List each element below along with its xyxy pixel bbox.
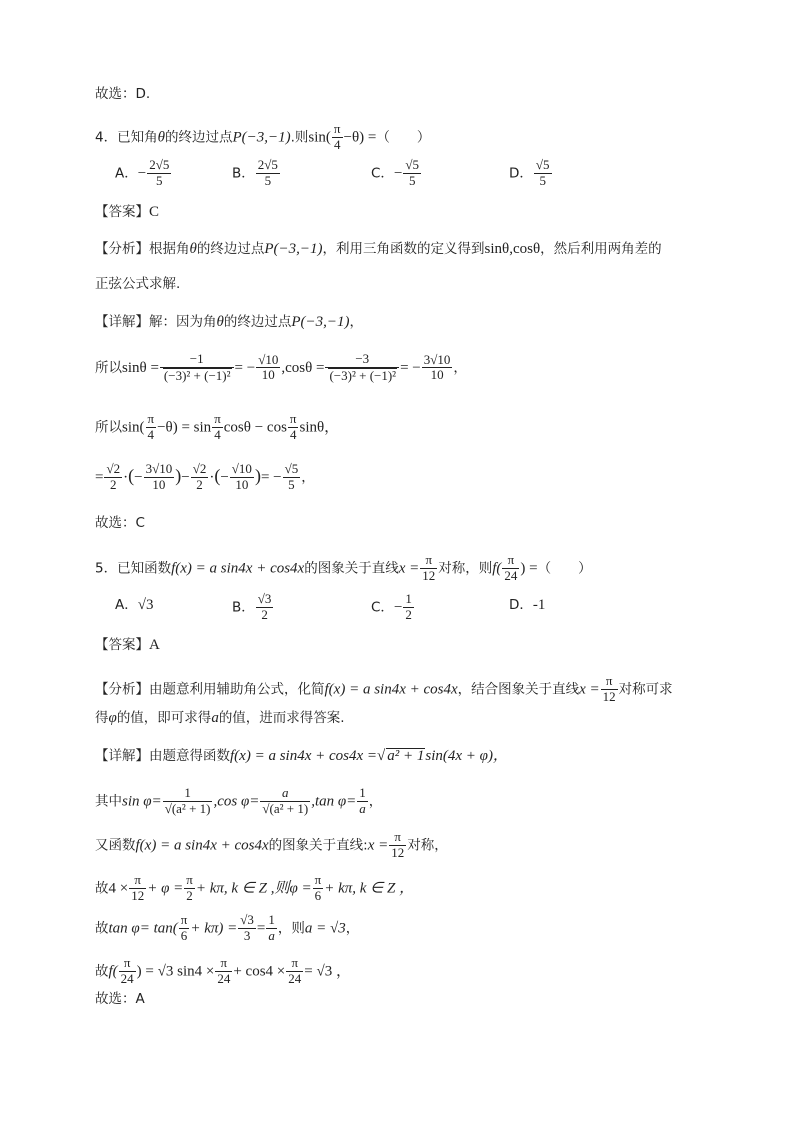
q4-choose: 故选：C	[95, 515, 145, 531]
q5-detail-again: 又函数f(x) = a sin4x + cos4x的图象关于直线:x = $\frac{\pi}{12}$ 对称，	[95, 829, 448, 860]
option-d: D． $\frac{√5}{5}$	[509, 157, 550, 188]
q5-detail-line1: 【详解】由题意得函数f(x) = a sin4x + cos4x =√ a² + 1sin(4x + φ)，	[95, 748, 508, 764]
q5-detail-value: 故f( $\frac{\pi}{24}$ ) = √3 sin4 × $\frac{\pi}{24}$ + cos4 × $\frac{\pi}{24}$ = √3 ，	[95, 955, 351, 986]
question-4-stem	[95, 122, 430, 153]
option-b: B． $\frac{2√5}{5}$	[232, 157, 278, 188]
question-5-stem: 5．已知函数f(x) = a sin4x + cos4x的图象关于直线x = $\frac{\pi}{12}$ 对称，则f( $\frac{\pi}{24}$ ) =（ ）	[95, 552, 592, 583]
q5-option-c: C．− $\frac{1}{2}$	[371, 591, 412, 622]
q5-detail-tan: 故tan φ= tan( $\frac{\pi}{6}$ + kπ) = $\frac{√3}{3}$ = $\frac{1}{a}$ ，则a = √3，	[95, 912, 360, 943]
q5-detail-k: 故4 × $\frac{\pi}{12}$ + φ = $\frac{\pi}{2}$ + kπ, k ∈ Z ,则φ = $\frac{\pi}{6}$ + kπ, k ∈ Z ，	[95, 872, 415, 903]
stem-text: 已知角	[117, 129, 158, 146]
q4-analysis-line2: 正弦公式求解.	[95, 276, 181, 292]
q5-choose: 故选：A	[95, 991, 145, 1007]
fraction-pi-over-4: $\frac{\pi}{4}$	[333, 121, 341, 152]
option-c: C．− $\frac{√5}{5}$	[371, 157, 420, 188]
q5-analysis-line2: 得φ的值，即可求得a的值，进而求得答案.	[95, 710, 345, 726]
q4-detail-line1: 【详解】解：因为角θ的终边过点P(−3,−1)，	[95, 314, 364, 330]
q5-option-b: B． $\frac{√3}{2}$	[232, 591, 272, 622]
q4-analysis-line1: 【分析】根据角θ的终边过点P(−3,−1)，利用三角函数的定义得到sinθ,cosθ，然后利用两角差的	[95, 241, 662, 257]
q4-answer: 【答案】C	[95, 204, 160, 220]
point-expr: P(−3,−1)	[232, 129, 291, 146]
q4-detail-compute: = $\frac{√2}{2}$ ·(− $\frac{3√10}{10}$ )− $\frac{√2}{2}$ ·(− $\frac{√10}{10}$ )= − $\frac{√5}{5}$ ，	[95, 461, 315, 492]
answer-blank: （ ）	[376, 129, 431, 146]
q5-answer: 【答案】A	[95, 637, 160, 653]
sin-expr: sin(	[308, 129, 331, 146]
option-a: A．− $\frac{2√5}{5}$	[115, 157, 170, 188]
q4-detail-expand: 所以sin( $\frac{\pi}{4}$ −θ) = sin $\frac{\pi}{4}$ cosθ − cos $\frac{\pi}{4}$ sinθ，	[95, 411, 340, 442]
stem-text: .则	[290, 129, 309, 146]
theta-symbol: θ	[157, 129, 165, 146]
q5-analysis-line1: 【分析】由题意利用辅助角公式，化简f(x) = a sin4x + cos4x，结合图象关于直线x = $\frac{\pi}{12}$ 对称可求	[95, 673, 673, 704]
stem-text: 的终边过点	[164, 129, 233, 146]
q5-option-a: A．√3	[115, 597, 154, 613]
previous-answer: 故选：D.	[95, 86, 151, 102]
minus-theta-expr: −θ) =	[343, 129, 377, 146]
q5-option-d: D．-1	[509, 597, 546, 613]
question-number: 4．	[95, 129, 118, 146]
q5-detail-where: 其中sin φ= $\frac{1}{\text{√(a² + 1)}}$ ,cos φ= $\frac{a}{\text{√(a² + 1)}}$ ,tan φ= $\frac{1}{a}$ ，	[95, 785, 383, 816]
q4-detail-sin-cos: 所以sinθ = $\frac{-1}{\text{(−3)² + (−1)²}}$ = − $\frac{√10}{10}$ ,cosθ = $\frac{-3}{\text{(−3)² + (−1)²}}$ = − $\frac{3√10}{10}$ ，	[95, 351, 467, 383]
